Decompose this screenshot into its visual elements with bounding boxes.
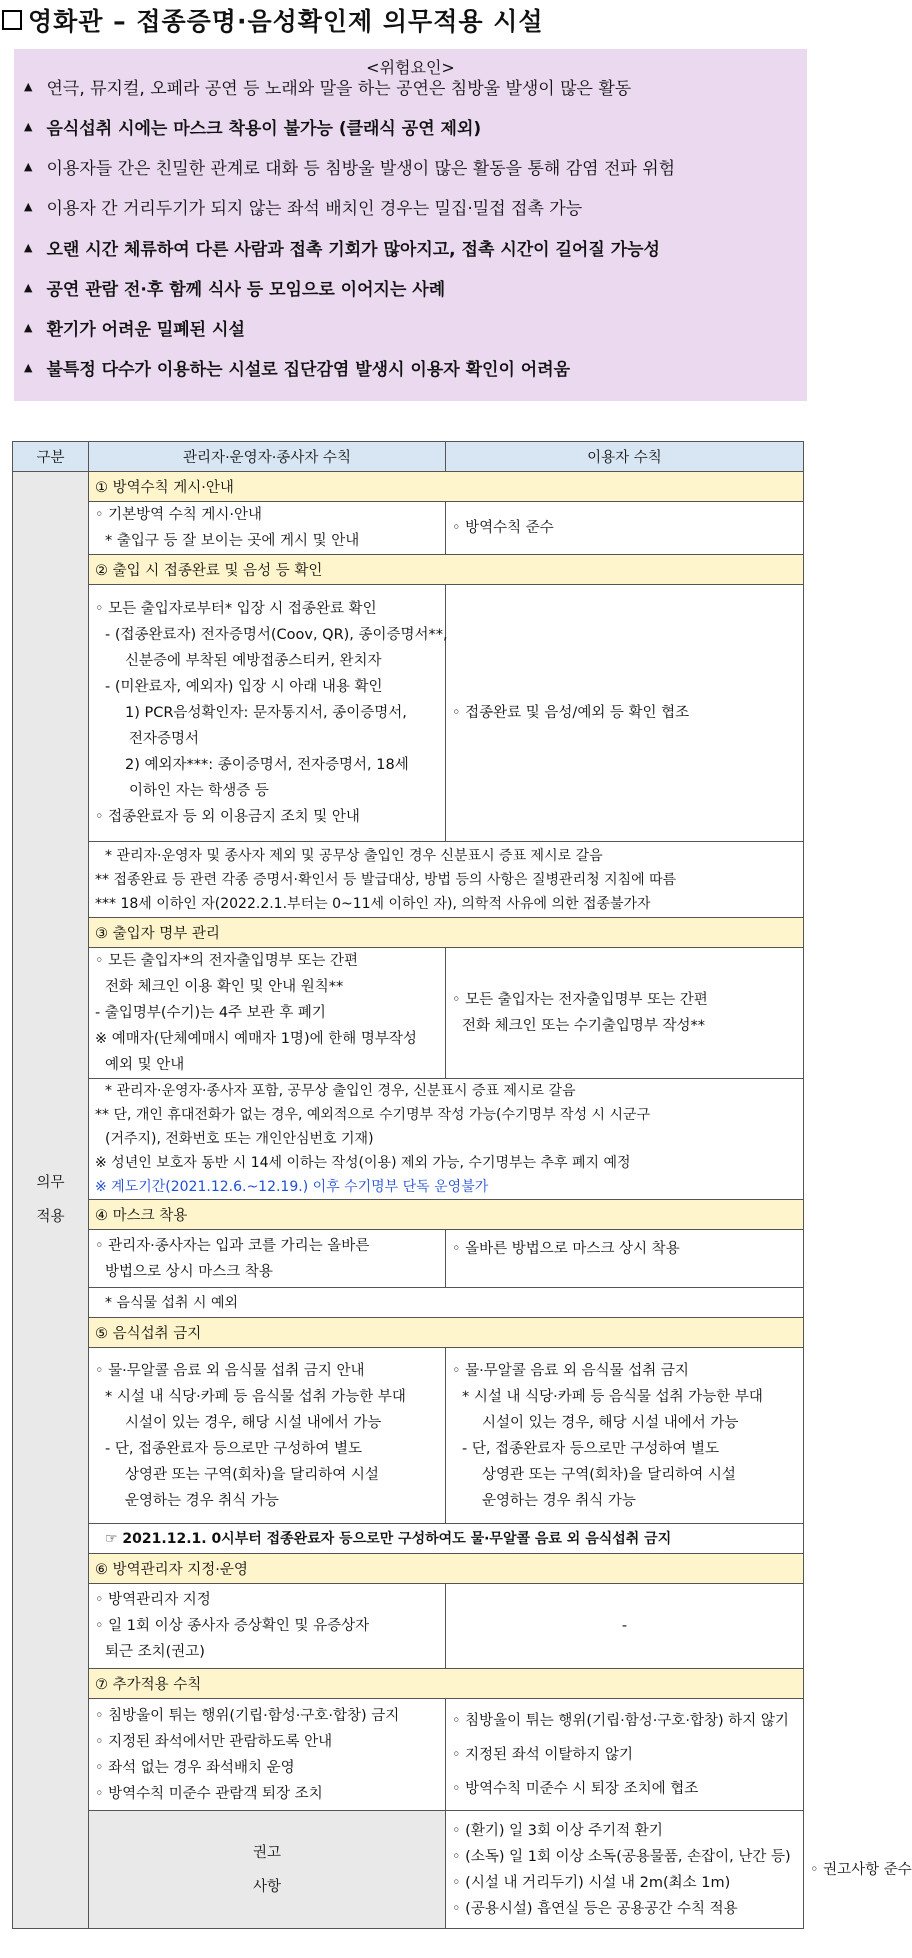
- section-3-title: ③ 출입자 명부 관리: [89, 918, 804, 948]
- header-category: 구분: [13, 442, 89, 472]
- risk-factors-box: [14, 49, 807, 401]
- s2-user: ◦ 접종완료 및 음성/예외 등 확인 협조: [446, 585, 804, 842]
- title-text: 영화관 – 접종증명·음성확인제 의무적용 시설: [28, 7, 544, 36]
- checkbox-square-icon: [2, 10, 22, 30]
- s5-manager: ◦ 물·무알콜 음료 외 음식물 섭취 금지 안내 * 시설 내 식당·카페 등 음식물 섭취 가능한 부대 시설이 있는 경우, 해당 시설 내에서 가능 - 단, 접종완료자 등으로만 구성하여 별도 상영관 또는 구역(회차)을 달리하여 시설 운영하는 경우 취식 가능: [89, 1348, 446, 1524]
- s5-note: ☞ 2021.12.1. 0시부터 접종완료자 등으로만 구성하여도 물·무알콜 음료 외 음식섭취 금지: [89, 1524, 804, 1554]
- s7-manager: ◦ 침방울이 튀는 행위(기립·함성·구호·합창) 금지 ◦ 지정된 좌석에서만 관람하도록 안내 ◦ 좌석 없는 경우 좌석배치 운영 ◦ 방역수칙 미준수 관람객 퇴장 조치: [89, 1699, 446, 1811]
- s4-manager: ◦ 관리자·종사자는 입과 코를 가리는 올바른 방법으로 상시 마스크 착용: [89, 1230, 446, 1288]
- page-title: [2, 0, 544, 40]
- triangle-bullet-icon: ▲: [24, 321, 33, 334]
- s6-user: -: [446, 1584, 804, 1669]
- s6-manager: ◦ 방역관리자 지정 ◦ 일 1회 이상 종사자 증상확인 및 유증상자 퇴근 조치(권고): [89, 1584, 446, 1669]
- s3-user: ◦ 모든 출입자는 전자출입명부 또는 간편 전화 체크인 또는 수기출입명부 작성**: [446, 948, 804, 1079]
- risk-item: [24, 275, 445, 300]
- s2-manager: ◦ 모든 출입자로부터* 입장 시 접종완료 확인 - (접종완료자) 전자증명서(Coov, QR), 종이증명서**, 신분증에 부착된 예방접종스티커, 완치자 - (미완료자, 예외자) 입장 시 아래 내용 확인 1) PCR음성확인자: 문자통지서, 종이증명서, 전자증명서 2) 예외자***: 종이증명서, 전자증명서, 18세 이하인 자는 학생증 등 ◦ 접종완료자 등 외 이용금지 조치 및 안내: [89, 585, 446, 842]
- s1-manager: ◦ 기본방역 수칙 게시·안내 * 출입구 등 잘 보이는 곳에 게시 및 안내: [89, 502, 446, 555]
- triangle-bullet-icon: ▲: [24, 361, 33, 374]
- s1-user: ◦ 방역수칙 준수: [446, 502, 804, 555]
- risk-item-text: 이용자 간 거리두기가 되지 않는 좌석 배치인 경우는 밀집·밀접 접촉 가능: [46, 199, 583, 219]
- section-4-title: ④ 마스크 착용: [89, 1200, 804, 1230]
- risk-item-text: 환기가 어려운 밀폐된 시설: [46, 320, 245, 340]
- triangle-bullet-icon: ▲: [24, 200, 33, 213]
- risk-item-text: 오랜 시간 체류하여 다른 사람과 접촉 기회가 많아지고, 접촉 시간이 길어질 가능성: [46, 240, 660, 260]
- s7-user: ◦ 침방울이 튀는 행위(기립·함성·구호·합창) 하지 않기 ◦ 지정된 좌석 이탈하지 않기 ◦ 방역수칙 미준수 시 퇴장 조치에 협조: [446, 1699, 804, 1811]
- risk-item: [24, 74, 631, 99]
- s4-note: * 음식물 섭취 시 예외: [89, 1288, 804, 1318]
- risk-item-text: 연극, 뮤지컬, 오페라 공연 등 노래와 말을 하는 공연은 침방울 발생이 많은 활동: [46, 79, 632, 99]
- triangle-bullet-icon: ▲: [24, 160, 33, 173]
- risk-heading: <위험요인>: [366, 58, 455, 77]
- section-5-title: ⑤ 음식섭취 금지: [89, 1318, 804, 1348]
- section-2-title: ② 출입 시 접종완료 및 음성 등 확인: [89, 555, 804, 585]
- category-required: 의무 적용: [13, 472, 89, 1929]
- s4-user: ◦ 올바른 방법으로 마스크 상시 착용: [446, 1230, 804, 1288]
- risk-item: [24, 194, 582, 219]
- s2-notes: * 관리자·운영자 및 종사자 제외 및 공무상 출입인 경우 신분표시 증표 제시로 갈음 ** 접종완료 등 관련 각종 증명서·확인서 등 발급대상, 방법 등의 사항은 질병관리청 지침에 따름 *** 18세 이하인 자(2022.2.1.부터는 0~11세 이하인 자), 의학적 사유에 의한 접종불가자: [89, 842, 804, 918]
- s5-user: ◦ 물·무알콜 음료 외 음식물 섭취 금지 * 시설 내 식당·카페 등 음식물 섭취 가능한 부대 시설이 있는 경우, 해당 시설 내에서 가능 - 단, 접종완료자 등으로만 구성하여 별도 상영관 또는 구역(회차)을 달리하여 시설 운영하는 경우 취식 가능: [446, 1348, 804, 1524]
- triangle-bullet-icon: ▲: [24, 241, 33, 254]
- risk-item: [24, 154, 675, 179]
- risk-item: [24, 315, 245, 340]
- rec-manager: ◦ (환기) 일 3회 이상 주기적 환기 ◦ (소독) 일 1회 이상 소독(공용물품, 손잡이, 난간 등) ◦ (시설 내 거리두기) 시설 내 2m(최소 1m) ◦ (공용시설) 흡연실 등은 공용공간 수칙 적용: [446, 1811, 804, 1929]
- s3-manager: ◦ 모든 출입자*의 전자출입명부 또는 간편 전화 체크인 이용 확인 및 안내 원칙** - 출입명부(수기)는 4주 보관 후 폐기 ※ 예매자(단체예매시 예매자 1명)에 한해 명부작성 예외 및 안내: [89, 948, 446, 1079]
- triangle-bullet-icon: ▲: [24, 281, 33, 294]
- section-6-title: ⑥ 방역관리자 지정·운영: [89, 1554, 804, 1584]
- rules-table: 구분 관리자·운영자·종사자 수칙 이용자 수칙 의무 적용 ① 방역수칙 게시·안내 ◦ 기본방역 수칙 게시·안내 * 출입구 등 잘 보이는 곳에 게시 및 안내 ◦ 방역수칙 준수 ② 출입 시 접종완료 및 음성 등 확인 ◦ 모든 출입자로부터* 입장 시 접종완료 확인 - (접종완료자) 전자증명서(Coov, QR), 종이증명서**, 신분증에 부착된 예방접종스티커, 완치자 - (미완료자, 예외자) 입장 시 아래 내용 확인 1) PCR음성확인자: 문자통지서, 종이증명서, 전자증명서 2) 예외자***: 종이증명서, 전자증명서, 18세 이하인 자는 학생증 등 ◦ 접종완료자 등 외 이용금지 조치 및 안내 ◦ 접종완료 및 음성/예외 등 확인 협조 * 관리자·운영자 및 종사자 제외 및 공무상 출입인 경우 신분표시 증표 제시로 갈음 ** 접종완료 등 관련 각종 증명서·확인서 등 발급대상, 방법 등의 사항은 질병관리청 지침에 따름 *** 18세 이하인 자(2022.2.1.부터는 0~11세 이하인 자), 의학적 사유에 의한 접종불가자 ③ 출입자 명부 관리 ◦ 모든 출입자*의 전자출입명부 또는 간편 전화 체크인 이용 확인 및 안내 원칙** - 출입명부(수기)는 4주 보관 후 폐기 ※ 예매자(단체예매시 예매자 1명)에 한해 명부작성 예외 및 안내 ◦ 모든 출입자는 전자출입명부 또는 간편 전화 체크인 또는 수기출입명부 작성** * 관리자·운영자·종사자 포함, 공무상 출입인 경우, 신분표시 증표 제시로 갈음 ** 단, 개인 휴대전화가 없는 경우, 예외적으로 수기명부 작성 가능(수기명부 작성 시 시군구 (거주지), 전화번호 또는 개인안심번호 기재) ※ 성년인 보호자 동반 시 14세 이하는 작성(이용) 제외 가능, 수기명부는 추후 폐지 예정 ※ 계도기간(2021.12.6.~12.19.) 이후 수기명부 단독 운영불가 ④ 마스크 착용 ◦ 관리자·종사자는 입과 코를 가리는 올바른 방법으로 상시 마스크 착용 ◦ 올바른 방법으로 마스크 상시 착용 * 음식물 섭취 시 예외 ⑤ 음식섭취 금지 ◦ 물·무알콜 음료 외 음식물 섭취 금지 안내 * 시설 내 식당·카페 등 음식물 섭취 가능한 부대 시설이 있는 경우, 해당 시설 내에서 가능 - 단, 접종완료자 등으로만 구성하여 별도 상영관 또는 구역(회차)을 달리하여 시설 운영하는 경우 취식 가능 ◦ 물·무알콜 음료 외 음식물 섭취 금지 * 시설 내 식당·카페 등 음식물 섭취 가능한 부대 시설이 있는 경우, 해당 시설 내에서 가능 - 단, 접종완료자 등으로만 구성하여 별도 상영관 또는 구역(회차)을 달리하여 시설 운영하는 경우 취식 가능 ☞ 2021.12.1. 0시부터 접종완료자 등으로만 구성하여도 물·무알콜 음료 외 음식섭취 금지 ⑥ 방역관리자 지정·운영 ◦ 방역관리자 지정 ◦ 일 1회 이상 종사자 증상확인 및 유증상자 퇴근 조치(권고) - ⑦ 추가적용 수칙 ◦ 침방울이 튀는 행위(기립·함성·구호·합창) 금지 ◦ 지정된 좌석에서만 관람하도록 안내 ◦ 좌석 없는 경우 좌석배치 운영 ◦ 방역수칙 미준수 관람객 퇴장 조치 ◦ 침방울이 튀는 행위(기립·함성·구호·합창) 하지 않기 ◦ 지정된 좌석 이탈하지 않기 ◦ 방역수칙 미준수 시 퇴장 조치에 협조 권고 사항 ◦ (환기) 일 3회 이상 주기적 환기 ◦ (소독) 일 1회 이상 소독(공용물품, 손잡이, 난간 등) ◦ (시설 내 거리두기) 시설 내 2m(최소 1m) ◦ (공용시설) 흡연실 등은 공용공간 수칙 적용 ◦ 권고사항 준수: [12, 441, 804, 1929]
- triangle-bullet-icon: ▲: [24, 80, 33, 93]
- category-recommended: 권고 사항: [89, 1811, 446, 1929]
- risk-item: [24, 235, 660, 260]
- risk-item: [24, 355, 570, 380]
- risk-item-text: 불특정 다수가 이용하는 시설로 집단감염 발생시 이용자 확인이 어려움: [46, 360, 571, 380]
- risk-item-text: 이용자들 간은 친밀한 관계로 대화 등 침방울 발생이 많은 활동을 통해 감염 전파 위험: [46, 159, 676, 179]
- s3-notes: * 관리자·운영자·종사자 포함, 공무상 출입인 경우, 신분표시 증표 제시로 갈음 ** 단, 개인 휴대전화가 없는 경우, 예외적으로 수기명부 작성 가능(수기명부 작성 시 시군구 (거주지), 전화번호 또는 개인안심번호 기재) ※ 성년인 보호자 동반 시 14세 이하는 작성(이용) 제외 가능, 수기명부는 추후 폐지 예정 ※ 계도기간(2021.12.6.~12.19.) 이후 수기명부 단독 운영불가: [89, 1079, 804, 1200]
- header-manager: 관리자·운영자·종사자 수칙: [89, 442, 446, 472]
- risk-item-text: 음식섭취 시에는 마스크 착용이 불가능 (클래식 공연 제외): [46, 119, 482, 139]
- header-user: 이용자 수칙: [446, 442, 804, 472]
- risk-item: [24, 114, 481, 139]
- section-7-title: ⑦ 추가적용 수칙: [89, 1669, 804, 1699]
- section-1-title: ① 방역수칙 게시·안내: [89, 472, 804, 502]
- risk-item-text: 공연 관람 전·후 함께 식사 등 모임으로 이어지는 사례: [46, 280, 446, 300]
- triangle-bullet-icon: ▲: [24, 120, 33, 133]
